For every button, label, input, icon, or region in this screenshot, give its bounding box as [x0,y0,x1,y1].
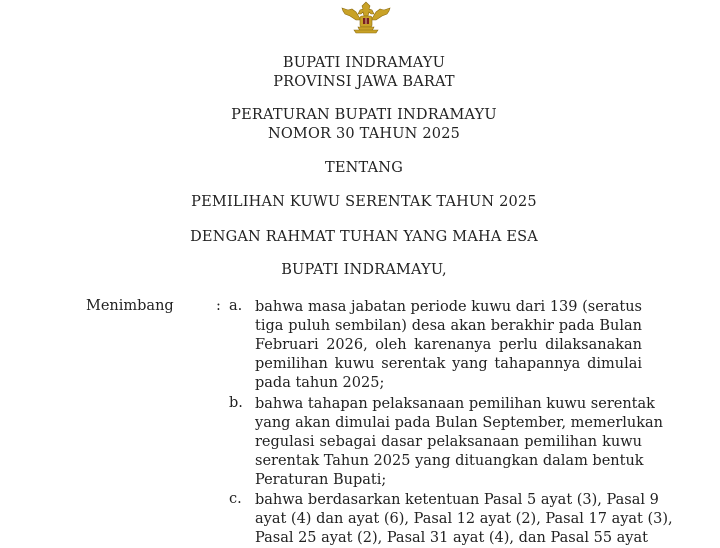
garuda-emblem-icon [334,0,398,34]
considering-colon: : [216,298,221,314]
regulation-issuer: BUPATI INDRAMAYU, [281,262,447,278]
text-line: bahwa masa jabatan periode kuwu dari 139 (seratus [255,299,642,315]
considering-item-letter: c. [229,491,242,507]
header-regent-title: BUPATI INDRAMAYU [282,55,446,71]
regulation-number: NOMOR 30 TAHUN 2025 [267,126,461,142]
text-line: regulasi sebagai dasar pelaksanaan pemilihan kuwu [255,434,642,450]
considering-item-text [255,298,642,393]
text-line: Peraturan Bupati; [255,472,387,488]
text-line: yang akan dimulai pada Bulan September, memerlukan [255,415,664,431]
text-line: serentak Tahun 2025 yang dituangkan dalam bentuk [255,453,644,469]
header-province: PROVINSI JAWA BARAT [273,74,455,90]
text-line: bahwa tahapan pelaksanaan pemilihan kuwu serentak [255,396,655,412]
text-line: tiga puluh sembilan) desa akan berakhir pada Bulan [255,318,642,334]
text-line: pada tahun 2025; [255,375,385,391]
text-line: ayat (4) dan ayat (6), Pasal 12 ayat (2), Pasal 17 ayat (3), [255,511,673,527]
regulation-title: PERATURAN BUPATI INDRAMAYU [231,107,497,123]
text-line: Pasal 25 ayat (2), Pasal 31 ayat (4), dan Pasal 55 ayat [255,530,648,546]
text-line: bahwa berdasarkan ketentuan Pasal 5 ayat (3), Pasal 9 [255,492,659,508]
regulation-invocation: DENGAN RAHMAT TUHAN YANG MAHA ESA [190,229,538,245]
considering-label: Menimbang [86,298,174,314]
text-line: Februari 2026, oleh karenanya perlu dilaksanakan [255,337,642,353]
considering-item-letter: a. [229,298,243,314]
regulation-subject: PEMILIHAN KUWU SERENTAK TAHUN 2025 [191,194,537,210]
regulation-about: TENTANG [325,160,403,176]
considering-item-text [255,395,664,490]
considering-item-letter: b. [229,395,243,411]
text-line: pemilihan kuwu serentak yang tahapannya dimulai [255,356,642,372]
considering-item-text [255,491,673,548]
